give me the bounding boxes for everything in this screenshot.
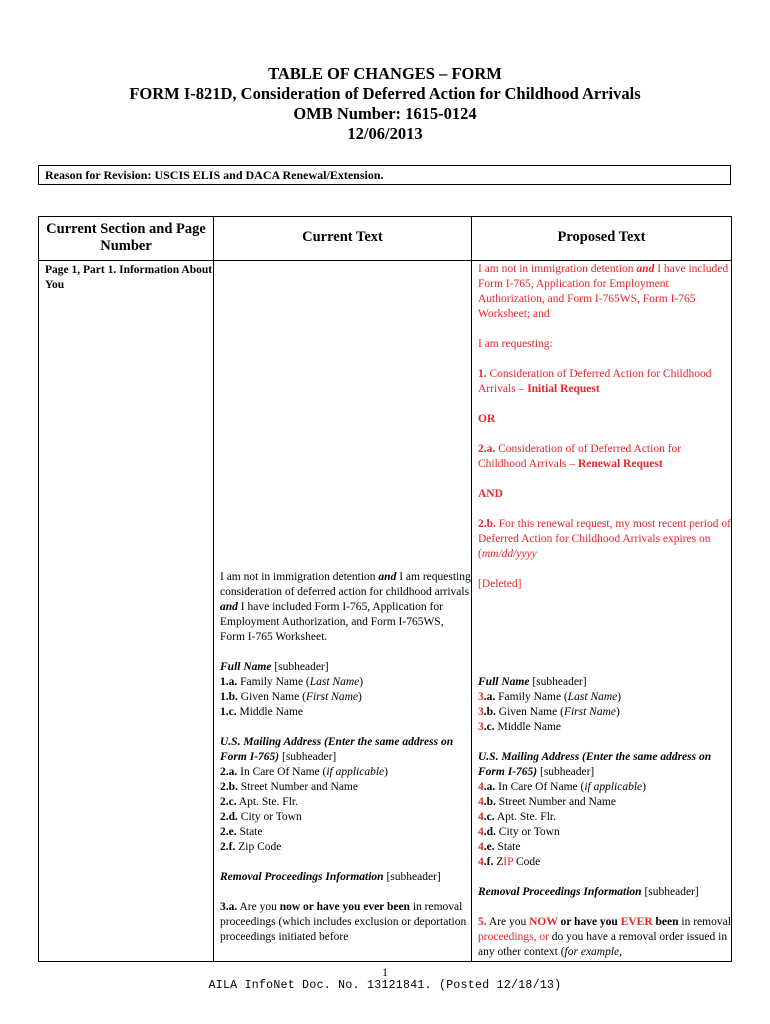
- proposed-full-name-block: Full Name [subheader] 3.a. Family Name (Last Name) 3.b. Given Name (First Name) 3.c. Middle Name: [478, 676, 622, 733]
- page-number: 1: [382, 965, 388, 979]
- omb-number: OMB Number: 1615-0124: [293, 104, 477, 123]
- current-mailing-block: U.S. Mailing Address (Enter the same address on Form I-765) [subheader] 2.a. In Care Of Name (if applicable) 2.b. Street Number and Name 2.c. Apt. Ste. Flr. 2.d. City or Town 2.e. State 2.f. Zip Code: [220, 736, 454, 853]
- proposed-and: AND: [478, 488, 503, 500]
- aila-footer: AILA InfoNet Doc. No. 13121841. (Posted 12/18/13): [208, 979, 562, 992]
- col-header-section: Current Section and Page Number: [39, 217, 214, 261]
- proposed-mailing-block: U.S. Mailing Address (Enter the same address on Form I-765) [subheader] 4.a. In Care Of Name (if applicable) 4.b. Street Number and Name 4.c. Apt. Ste. Flr. 4.d. City or Town 4.e. State 4.f. ZIP Code: [478, 751, 712, 868]
- proposed-renewal-request: 2.a. Consideration of of Deferred Action for Childhood Arrivals – Renewal Request: [478, 443, 682, 470]
- doc-title: TABLE OF CHANGES – FORM: [268, 64, 502, 83]
- proposed-deleted: [Deleted]: [478, 578, 522, 590]
- current-full-name-block: Full Name [subheader] 1.a. Family Name (Last Name) 1.b. Given Name (First Name) 1.c. Middle Name: [220, 661, 364, 718]
- col-header-current: Current Text: [214, 217, 472, 261]
- proposed-text-column: [472, 261, 731, 960]
- form-name: FORM I-821D, Consideration of Deferred Action for Childhood Arrivals: [129, 84, 641, 103]
- reason-for-revision: Reason for Revision: USCIS ELIS and DACA Renewal/Extension.: [38, 165, 731, 185]
- proposed-initial-request: 1. Consideration of Deferred Action for Childhood Arrivals – Initial Request: [478, 368, 712, 395]
- current-text-column: [214, 261, 471, 945]
- current-detention-text: I am not in immigration detention and I am requesting consideration of deferred action for childhood arrivals and I have included Form I-765, Application for Employment Authorization, and Form I-765WS, Form I-765 Worksheet.: [220, 571, 471, 643]
- proposed-removal-heading: Removal Proceedings Information [subheader]: [478, 886, 699, 898]
- proposed-detention-text: I am not in immigration detention and I have included Form I-765, Application for Employment Authorization, and Form I-765WS, Form I-765 Worksheet; and: [478, 263, 729, 320]
- section-label: Page 1, Part 1. Information About You: [45, 264, 213, 291]
- current-removal-heading: Removal Proceedings Information [subheader]: [220, 871, 441, 883]
- changes-table: [38, 216, 732, 962]
- revision-date: 12/06/2013: [347, 124, 423, 143]
- proposed-requesting: I am requesting:: [478, 338, 553, 350]
- current-q3a-text: 3.a. Are you now or have you ever been in removal proceedings (which includes exclusion or deportation proceedings initiated before: [220, 901, 467, 943]
- proposed-expiry: 2.b. For this renewal request, my most recent period of Deferred Action for Childhood Arrivals expires on (mm/dd/yyyy: [478, 518, 731, 560]
- proposed-q5-text: 5. Are you NOW or have you EVER been in removal proceedings, or do you have a removal order issued in any other context (for example,: [478, 916, 731, 958]
- col-header-proposed: Proposed Text: [472, 217, 732, 261]
- proposed-or: OR: [478, 413, 496, 425]
